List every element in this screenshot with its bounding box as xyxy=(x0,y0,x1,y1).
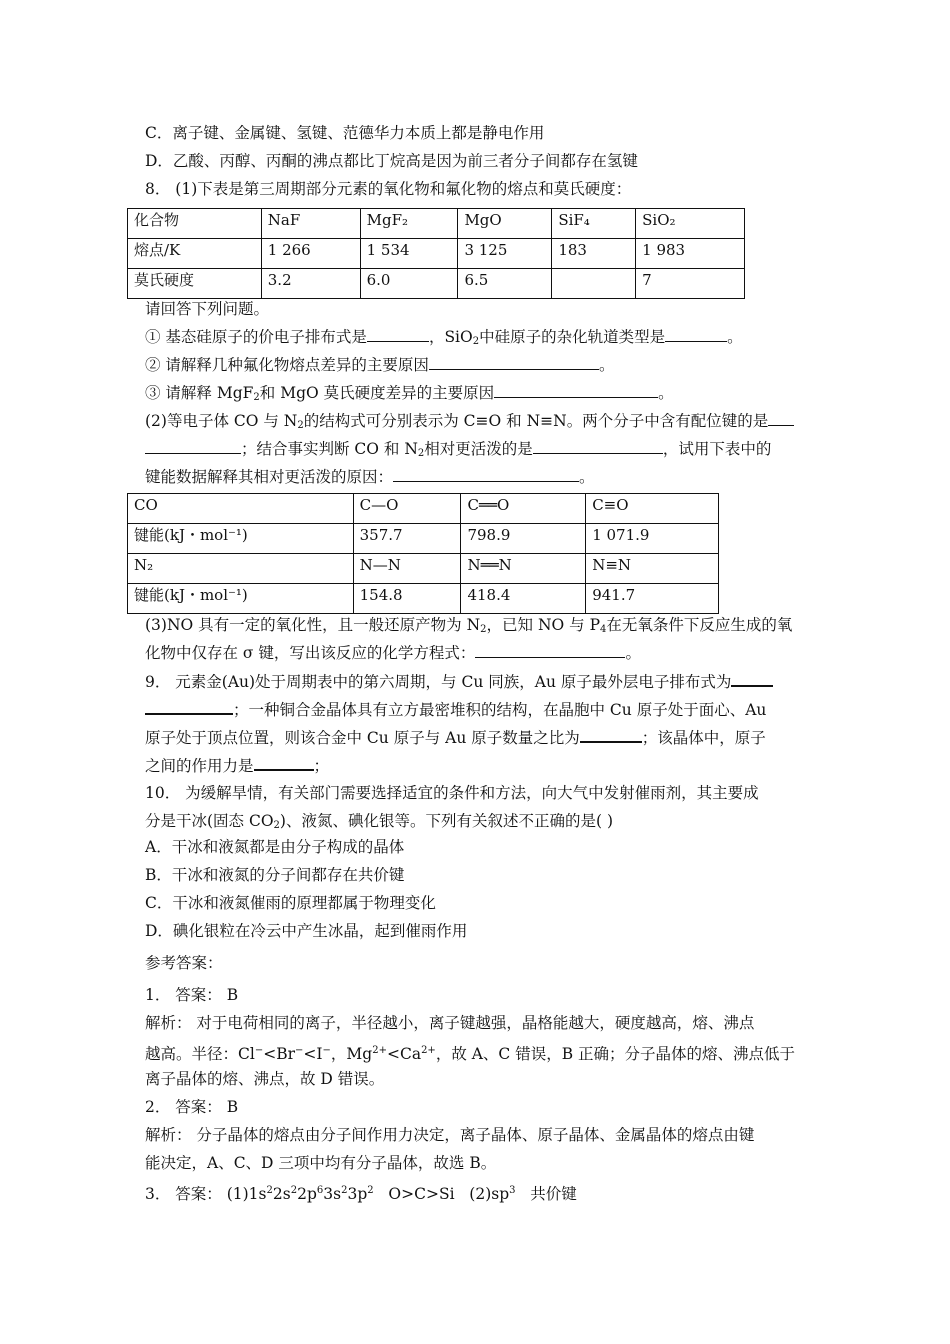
superscript: − xyxy=(295,1045,304,1056)
table-cell: 941.7 xyxy=(586,584,719,614)
table-cell: 1 983 xyxy=(636,239,745,269)
q10-option-b: B．干冰和液氮的分子间都存在共价键 xyxy=(145,866,405,884)
subscript: 4 xyxy=(600,624,607,635)
text: 键能数据解释其相对更活泼的原因： xyxy=(145,468,394,486)
text: O>C>Si (2)sp xyxy=(373,1185,510,1203)
table-cell: 7 xyxy=(636,269,745,299)
q8-item-2 xyxy=(145,355,614,375)
answer-1-explanation-line3: 离子晶体的熔、沸点，故 D 错误。 xyxy=(145,1070,385,1088)
table-cell: NaF xyxy=(261,209,360,239)
q9-line3 xyxy=(145,727,766,748)
superscript: 2 xyxy=(367,1185,374,1196)
text: <I xyxy=(303,1045,323,1063)
table-cell: 化合物 xyxy=(128,209,262,239)
q10-line1: 10． 为缓解旱情，有关部门需要选择适宜的条件和方法，向大气中发射催雨剂，其主要成 xyxy=(145,784,759,802)
table-cell: C—O xyxy=(353,494,461,524)
table-cell: 键能(kJ・mol⁻¹) xyxy=(128,584,354,614)
text: 。 xyxy=(579,468,595,486)
answer-blank[interactable] xyxy=(145,439,241,454)
oxide-fluoride-table xyxy=(127,208,745,299)
text: 。 xyxy=(625,644,641,662)
text: 化物中仅存在 σ 键，写出该反应的化学方程式： xyxy=(145,644,476,662)
superscript: − xyxy=(322,1045,331,1056)
table-cell: C≡O xyxy=(586,494,719,524)
table-row xyxy=(128,239,745,269)
text: 9． 元素金(Au)处于周期表中的第六周期，与 Cu 同族，Au 原子最外层电子排布式为 xyxy=(145,673,732,691)
q8-item-1 xyxy=(145,327,743,352)
text: 。 xyxy=(727,328,743,346)
text: (3)NO 具有一定的氧化性，且一般还原产物为 N xyxy=(145,616,481,634)
superscript: 2 xyxy=(341,1185,348,1196)
text: 共价键 xyxy=(515,1185,577,1203)
table-cell: 357.7 xyxy=(353,524,461,554)
q8-part1-intro: 8． (1)下表是第三周期部分元素的氧化物和氟化物的熔点和莫氏硬度： xyxy=(145,180,632,198)
answer-2: 2． 答案： B xyxy=(145,1098,239,1116)
text: 3． 答案： (1)1s xyxy=(145,1185,267,1203)
answer-blank[interactable] xyxy=(367,327,429,342)
superscript: 6 xyxy=(316,1185,324,1196)
text: <Br xyxy=(263,1045,296,1063)
text: 在无氧条件下反应生成的氧 xyxy=(606,616,793,634)
q8-part2-line3 xyxy=(145,467,595,487)
text: 的结构式可分别表示为 C≡O 和 N≡N。两个分子中含有配位键的是 xyxy=(303,412,769,430)
table-cell: 6.0 xyxy=(360,269,458,299)
text: 2p xyxy=(297,1185,317,1203)
text: ① 基态硅原子的价电子排布式是 xyxy=(145,328,367,346)
table-cell: C══O xyxy=(461,494,586,524)
table-row xyxy=(128,524,719,554)
table-cell: 熔点/K xyxy=(128,239,262,269)
text: ，已知 NO 与 P xyxy=(486,616,601,634)
text: 相对更活泼的是 xyxy=(424,440,533,458)
table-row xyxy=(128,209,745,239)
table-cell: 莫氏硬度 xyxy=(128,269,262,299)
text: ③ 请解释 MgF xyxy=(145,384,254,402)
answer-blank[interactable] xyxy=(429,355,599,370)
reference-answers-heading: 参考答案： xyxy=(145,954,223,972)
answer-1-explanation-line1: 解析： 对于电荷相同的离子，半径越小，离子键越强，晶格能越大，硬度越高，熔、沸点 xyxy=(145,1014,755,1032)
table-cell: SiO₂ xyxy=(636,209,745,239)
q9-line1 xyxy=(145,671,773,692)
table-cell: MgF₂ xyxy=(360,209,458,239)
q7-option-d: D．乙酸、丙醇、丙酮的沸点都比丁烷高是因为前三者分子间都存在氢键 xyxy=(145,152,638,170)
table-row xyxy=(128,269,745,299)
q8-part2-line1 xyxy=(145,411,794,436)
text: 和 MgO 莫氏硬度差异的主要原因 xyxy=(259,384,495,402)
text: 2s xyxy=(272,1185,291,1203)
text: ② 请解释几种氟化物熔点差异的主要原因 xyxy=(145,356,429,374)
subscript: 2 xyxy=(253,392,260,403)
answer-1-explanation-line2 xyxy=(145,1041,795,1064)
table-cell: SiF₄ xyxy=(552,209,636,239)
superscript: 3 xyxy=(509,1185,516,1196)
table-cell: 154.8 xyxy=(353,584,461,614)
table-cell: 183 xyxy=(552,239,636,269)
answer-blank[interactable] xyxy=(145,699,233,715)
superscript: 2 xyxy=(266,1185,273,1196)
table-cell: 1 534 xyxy=(360,239,458,269)
answer-blank[interactable] xyxy=(254,755,314,771)
table-cell: N══N xyxy=(461,554,586,584)
table-cell: 798.9 xyxy=(461,524,586,554)
bond-energy-table xyxy=(127,493,719,614)
answer-blank[interactable] xyxy=(533,439,663,454)
text: ；一种铜合金晶体具有立方最密堆积的结构，在晶胞中 Cu 原子处于面心、Au xyxy=(233,701,767,719)
superscript: 2 xyxy=(290,1185,298,1196)
subscript: 2 xyxy=(472,336,480,347)
answer-blank[interactable] xyxy=(475,643,625,658)
text: 3p xyxy=(347,1185,368,1203)
answer-blank[interactable] xyxy=(393,467,579,482)
text: 之间的作用力是 xyxy=(145,757,254,775)
table-cell: 键能(kJ・mol⁻¹) xyxy=(128,524,354,554)
text: 3s xyxy=(323,1185,342,1203)
superscript: 2+ xyxy=(372,1045,387,1056)
table-row xyxy=(128,554,719,584)
subscript: 2 xyxy=(273,820,280,831)
text: <Ca xyxy=(386,1045,422,1063)
table-row xyxy=(128,494,719,524)
answer-blank[interactable] xyxy=(494,383,658,398)
answer-3 xyxy=(145,1181,577,1204)
superscript: − xyxy=(254,1045,264,1056)
q8-item-3 xyxy=(145,383,674,408)
text: 原子处于顶点位置，则该合金中 Cu 原子与 Au 原子数量之比为 xyxy=(145,729,580,747)
answer-2-explanation-line1: 解析： 分子晶体的熔点由分子间作用力决定，离子晶体、原子晶体、金属晶体的熔点由键 xyxy=(145,1126,755,1144)
text: ，试用下表中的 xyxy=(662,440,772,458)
text: ； xyxy=(313,757,330,775)
text: (2)等电子体 CO 与 N xyxy=(145,412,298,430)
q10-line2 xyxy=(145,811,613,836)
subscript: 2 xyxy=(297,420,304,431)
subscript: 2 xyxy=(480,624,487,635)
subscript: 2 xyxy=(417,448,425,459)
text: 。 xyxy=(598,356,615,374)
answer-2-explanation-line2: 能决定，A、C、D 三项中均有分子晶体，故选 B。 xyxy=(145,1154,497,1172)
answer-1: 1． 答案： B xyxy=(145,986,239,1004)
q8-ask: 请回答下列问题。 xyxy=(145,300,270,318)
text: )、液氮、碘化银等。下列有关叙述不正确的是( ) xyxy=(279,812,613,830)
table-cell: 6.5 xyxy=(458,269,552,299)
answer-blank[interactable] xyxy=(665,327,727,342)
superscript: 2+ xyxy=(421,1045,436,1056)
table-cell: N—N xyxy=(353,554,461,584)
text: ，SiO xyxy=(428,328,473,346)
q7-option-c: C．离子键、金属键、氢键、范德华力本质上都是静电作用 xyxy=(145,124,545,142)
table-cell: N≡N xyxy=(586,554,719,584)
q8-part3-line1 xyxy=(145,615,792,640)
text: ；结合事实判断 CO 和 N xyxy=(241,440,418,458)
answer-blank[interactable] xyxy=(768,411,794,426)
text: ；该晶体中，原子 xyxy=(641,729,766,747)
text: 越高。半径：Cl xyxy=(145,1045,255,1063)
table-cell: 1 071.9 xyxy=(586,524,719,554)
table-row xyxy=(128,584,719,614)
text: ，Mg xyxy=(330,1045,373,1063)
table-cell: MgO xyxy=(458,209,552,239)
table-cell xyxy=(552,269,636,299)
table-cell: 1 266 xyxy=(261,239,360,269)
q10-option-d: D．碘化银粒在冷云中产生冰晶，起到催雨作用 xyxy=(145,922,468,940)
text: ，故 A、C 错误，B 正确；分子晶体的熔、沸点低于 xyxy=(435,1045,796,1063)
text: 分是干冰(固态 CO xyxy=(145,812,274,830)
answer-blank[interactable] xyxy=(731,671,773,687)
q9-line4 xyxy=(145,755,329,776)
table-cell: 3 125 xyxy=(458,239,552,269)
table-cell: CO xyxy=(128,494,354,524)
q8-part3-line2 xyxy=(145,643,641,663)
text: 中硅原子的杂化轨道类型是 xyxy=(479,328,666,346)
text: 。 xyxy=(658,384,674,402)
table-cell: 418.4 xyxy=(461,584,586,614)
table-cell: 3.2 xyxy=(261,269,360,299)
q10-option-c: C．干冰和液氮催雨的原理都属于物理变化 xyxy=(145,894,436,912)
answer-blank[interactable] xyxy=(580,727,642,743)
q8-part2-line2 xyxy=(145,439,771,464)
table-cell: N₂ xyxy=(128,554,354,584)
q9-line2 xyxy=(145,699,766,720)
q10-option-a: A．干冰和液氮都是由分子构成的晶体 xyxy=(145,838,405,856)
